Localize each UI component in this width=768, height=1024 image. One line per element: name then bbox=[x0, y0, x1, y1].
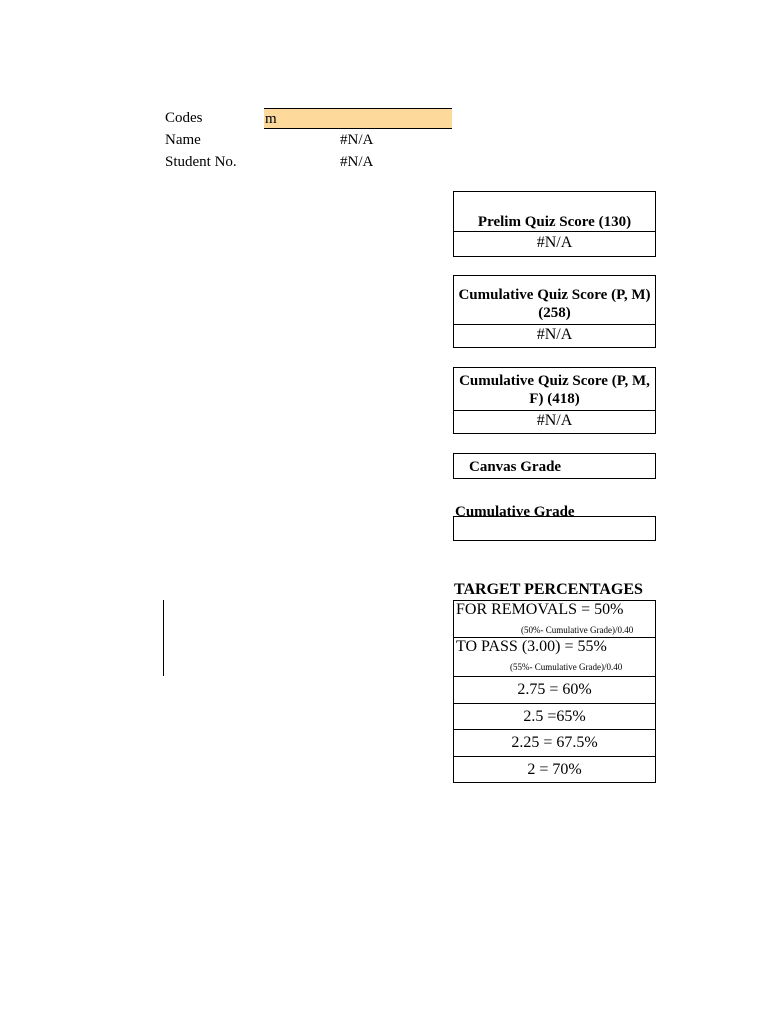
canvas-grade-label: Canvas Grade bbox=[469, 459, 562, 475]
target-percentages-title: TARGET PERCENTAGES bbox=[454, 581, 643, 598]
cumulative-grade-label: Cumulative Grade bbox=[455, 504, 575, 517]
cum-pmf-header-cell bbox=[453, 367, 656, 411]
codes-input[interactable]: m bbox=[264, 108, 452, 129]
cum-pm-header: Cumulative Quiz Score (P, M) (258) bbox=[458, 287, 651, 321]
cumulative-grade-cell bbox=[453, 516, 656, 541]
prelim-score-header-cell bbox=[453, 191, 656, 232]
to-pass-formula: (55%- Cumulative Grade)/0.40 bbox=[510, 662, 623, 672]
student-no-label: Student No. bbox=[165, 154, 237, 170]
prelim-score-value-cell bbox=[453, 231, 656, 257]
target-value: 2.5 =65% bbox=[523, 708, 586, 725]
cum-pm-header-cell bbox=[453, 275, 656, 325]
target-row bbox=[453, 757, 656, 783]
cum-pmf-value: #N/A bbox=[536, 412, 573, 429]
cum-pm-value-cell bbox=[453, 324, 656, 348]
target-value: 2.25 = 67.5% bbox=[511, 734, 598, 751]
target-value: 2 = 70% bbox=[527, 761, 582, 778]
name-value: #N/A bbox=[340, 132, 374, 148]
target-row bbox=[453, 730, 656, 757]
removals-formula: (50%- Cumulative Grade)/0.40 bbox=[521, 625, 634, 635]
target-row-removals bbox=[453, 600, 656, 638]
student-no-value: #N/A bbox=[340, 154, 374, 170]
cum-pm-value: #N/A bbox=[536, 326, 573, 343]
prelim-score-value: #N/A bbox=[536, 234, 573, 251]
vertical-divider bbox=[163, 600, 164, 676]
target-percentages-table bbox=[453, 600, 656, 783]
target-row bbox=[453, 677, 656, 704]
to-pass-label: TO PASS (3.00) = 55% bbox=[456, 638, 607, 655]
cum-pmf-header: Cumulative Quiz Score (P, M, F) (418) bbox=[459, 373, 650, 407]
removals-label: FOR REMOVALS = 50% bbox=[456, 601, 624, 618]
canvas-grade-cell bbox=[453, 453, 656, 479]
target-row bbox=[453, 704, 656, 730]
name-label: Name bbox=[165, 132, 201, 148]
target-row-to-pass bbox=[453, 638, 656, 677]
cum-pmf-value-cell bbox=[453, 410, 656, 434]
codes-label: Codes bbox=[165, 110, 203, 126]
target-value: 2.75 = 60% bbox=[517, 681, 592, 698]
prelim-score-header: Prelim Quiz Score (130) bbox=[477, 214, 632, 230]
